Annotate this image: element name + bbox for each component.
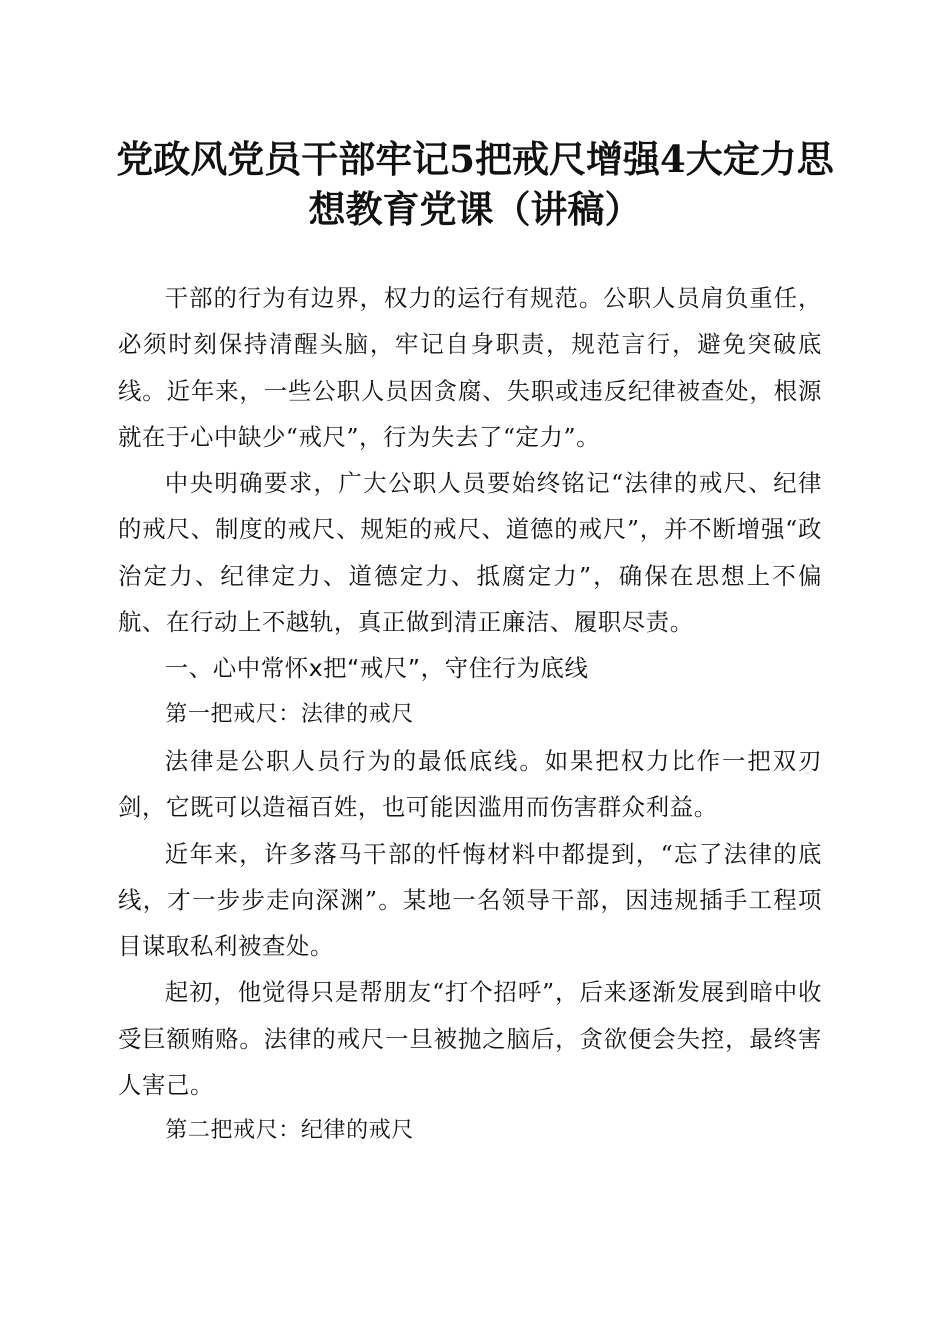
rule1-paragraph-2: 近年来，许多落马干部的忏悔材料中都提到，“忘了法律的底线，才一步步走向深渊”。某地一名领导干部，因违规插手工程项目谋取私利被查处。: [118, 839, 822, 961]
document-body: [118, 275, 822, 1155]
document-title: 党政风党员干部牢记5把戒尺增强4大定力思想教育党课（讲稿）: [116, 137, 834, 231]
rule-heading-1: 第一把戒尺：法律的戒尺: [165, 701, 414, 727]
intro-paragraph-1: 干部的行为有边界，权力的运行有规范。公职人员肩负重任，必须时刻保持清醒头脑，牢记自身职责，规范言行，避免突破底线。近年来，一些公职人员因贪腐、失职或违反纪律被查处，根源就在于心中缺少“戒尺”，行为失去了“定力”。: [118, 284, 822, 451]
rule-heading-2: 第二把戒尺：纪律的戒尺: [165, 1118, 414, 1144]
rule1-paragraph-1: 法律是公职人员行为的最低底线。如果把权力比作一把双刃剑，它既可以造福百姓，也可能因滥用而伤害群众利益。: [118, 746, 822, 822]
intro-paragraph-2: 中央明确要求，广大公职人员要始终铭记“法律的戒尺、纪律的戒尺、制度的戒尺、规矩的戒尺、道德的戒尺”，并不断增强“政治定力、纪律定力、道德定力、抵腐定力”，确保在思想上不偏航、在行动上不越轨，真正做到清正廉洁、履职尽责。: [118, 469, 822, 637]
section-heading-1: 一、心中常怀x把“戒尺”，守住行为底线: [164, 654, 589, 683]
rule1-paragraph-3: 起初，他觉得只是帮朋友“打个招呼”，后来逐渐发展到暗中收受巨额贿赂。法律的戒尺一旦被抛之脑后，贪欲便会失控，最终害人害己。: [118, 978, 822, 1100]
